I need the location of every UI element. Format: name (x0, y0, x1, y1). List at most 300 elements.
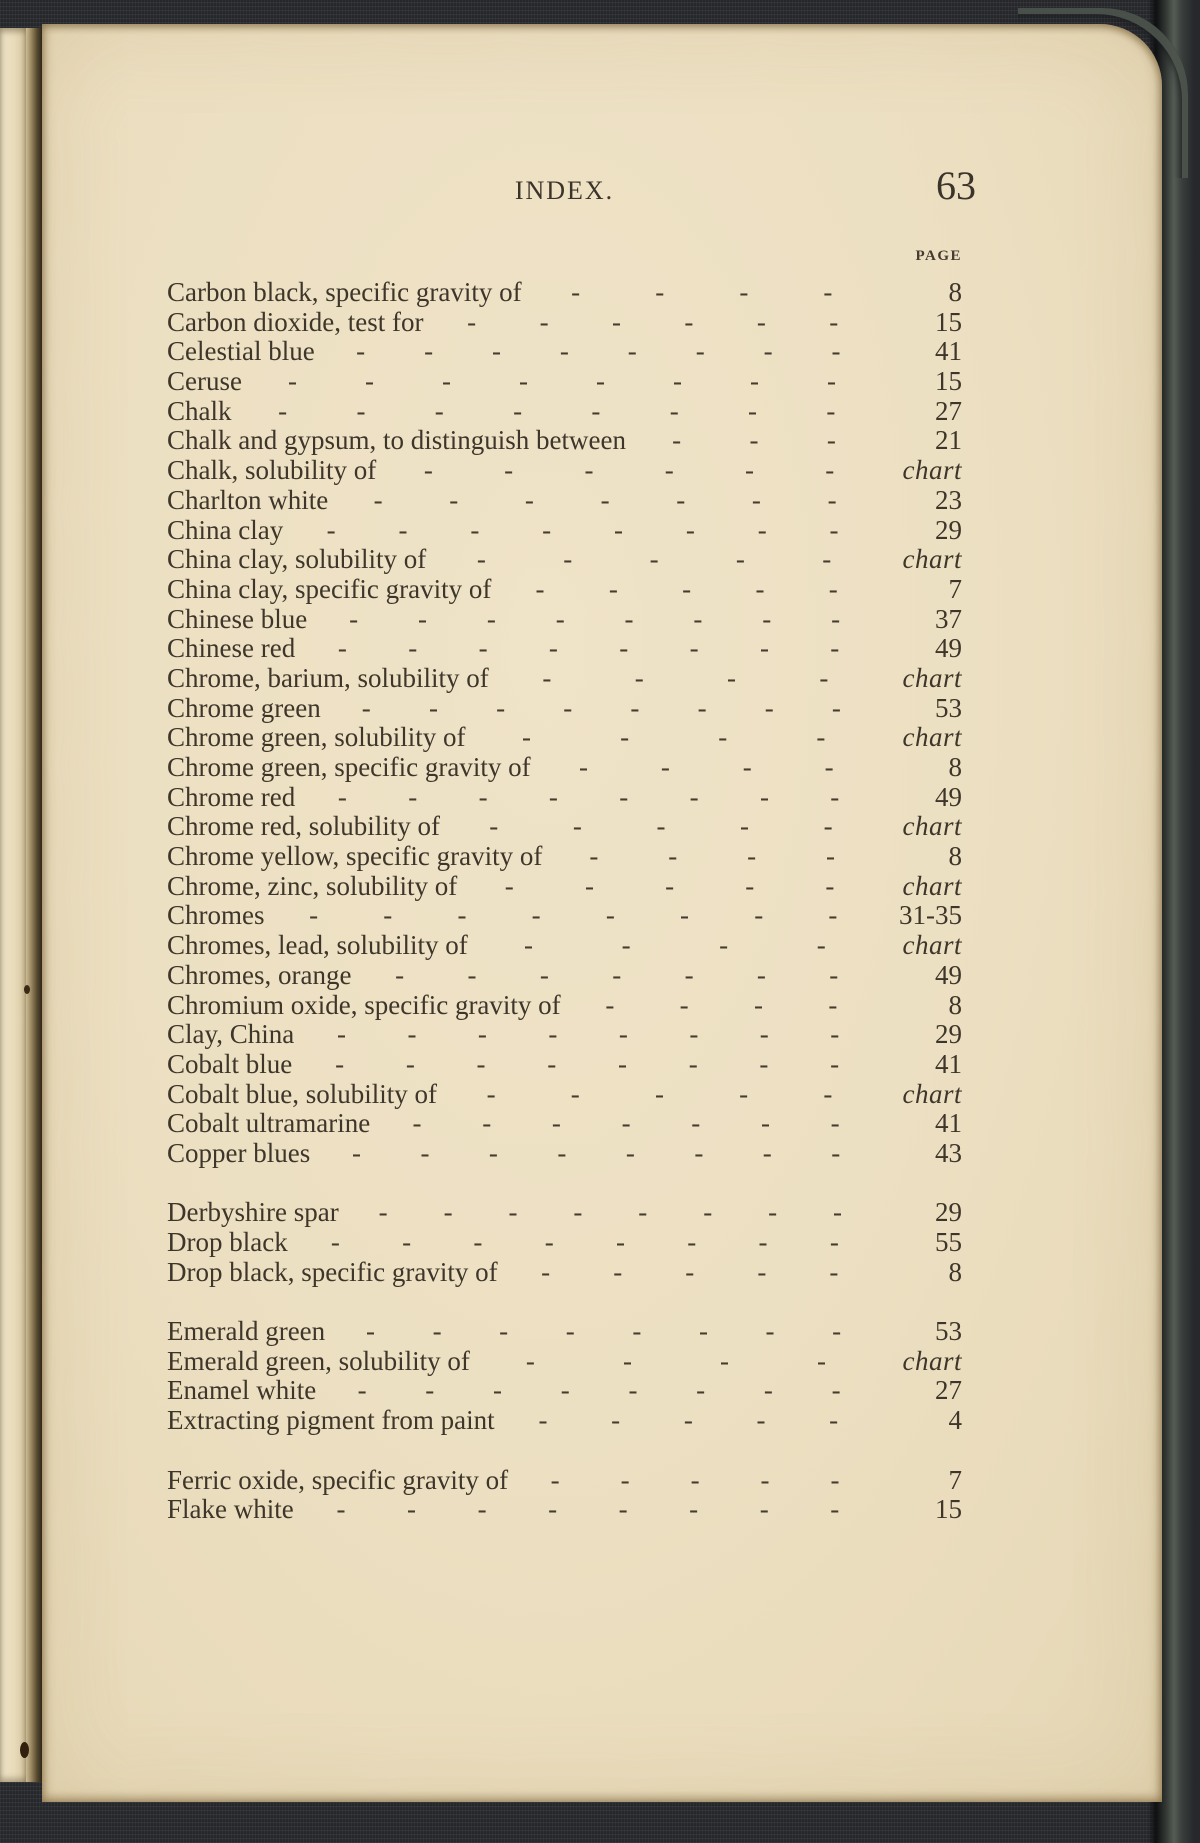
dash-leader (573, 991, 870, 1021)
leader-dash: - (819, 662, 829, 693)
leader-dash: - (356, 336, 366, 367)
leader-dash: - (760, 1108, 770, 1139)
leader-dash: - (691, 1108, 701, 1139)
entry-label: Cobalt blue, solubility of (167, 1078, 437, 1109)
leader-dash: - (467, 959, 477, 990)
entry-label: Chalk and gypsum, to distinguish between (167, 425, 626, 456)
dash-leader (510, 1258, 870, 1288)
leader-dash: - (579, 752, 589, 782)
leader-dash: - (826, 425, 836, 456)
leader-dash: - (672, 366, 682, 397)
index-entry (167, 278, 962, 308)
index-entry (167, 1376, 962, 1406)
leader-dash: - (684, 306, 694, 337)
entry-page-ref: 37 (935, 603, 962, 634)
dash-leader (322, 1139, 870, 1169)
index-entry (167, 1228, 962, 1258)
leader-dash: - (405, 1048, 415, 1079)
entry-label: Ferric oxide, specific gravity of (167, 1464, 509, 1495)
leader-dash: - (627, 336, 637, 367)
leader-dash: - (697, 692, 707, 723)
entry-page-ref: chart (902, 1078, 962, 1109)
leader-dash: - (423, 455, 433, 486)
leader-dash: - (685, 514, 695, 545)
leader-dash: - (829, 1256, 839, 1287)
leader-dash: - (649, 544, 659, 575)
leader-dash: - (816, 722, 826, 753)
dash-leader (480, 931, 870, 961)
index-entry (167, 308, 962, 338)
entry-label: Drop black, specific gravity of (167, 1256, 498, 1287)
leader-dash: - (735, 544, 745, 575)
leader-dash: - (757, 514, 767, 545)
leader-dash: - (742, 752, 752, 782)
leader-dash: - (756, 959, 766, 990)
leader-dash: - (524, 484, 534, 515)
leader-dash: - (833, 1197, 842, 1228)
index-entry (167, 516, 962, 546)
dash-leader (482, 1347, 870, 1377)
entry-page-ref: chart (902, 455, 962, 486)
leader-dash: - (757, 1256, 767, 1287)
leader-dash: - (831, 603, 841, 634)
leader-dash: - (531, 900, 541, 931)
index-entry (167, 1495, 962, 1525)
leader-dash: - (624, 603, 634, 634)
dash-leader (277, 901, 871, 931)
entry-page-ref: 15 (935, 1494, 962, 1525)
leader-dash: - (493, 1375, 502, 1406)
leader-dash: - (829, 1227, 839, 1257)
entry-label: Clay, China (167, 1019, 295, 1050)
entry-page-ref: 8 (948, 841, 962, 872)
leader-dash: - (619, 633, 629, 664)
entry-label: Chrome green, solubility of (167, 722, 466, 753)
leader-dash: - (591, 395, 601, 426)
leader-dash: - (441, 366, 451, 397)
entry-page-ref: 8 (948, 1256, 962, 1287)
leader-dash: - (694, 1137, 704, 1168)
leader-dash: - (457, 900, 467, 931)
leader-dash: - (749, 366, 759, 397)
index-entry (167, 931, 962, 961)
leader-dash: - (696, 1375, 706, 1406)
leader-dash: - (513, 395, 523, 426)
entry-page-ref: 49 (935, 781, 962, 812)
index-list (167, 278, 962, 1555)
leader-dash: - (335, 1048, 345, 1079)
leader-dash: - (756, 306, 766, 337)
entry-page-ref: chart (902, 870, 962, 901)
dash-leader (319, 605, 870, 635)
entry-label: Chrome green (167, 692, 321, 723)
leader-dash: - (758, 1227, 768, 1257)
leader-dash: - (828, 573, 838, 604)
entry-page-ref: 15 (935, 366, 962, 397)
leader-dash: - (830, 633, 840, 664)
leader-dash: - (656, 811, 666, 842)
index-entry (167, 1406, 962, 1436)
index-entry (167, 337, 962, 367)
leader-dash: - (559, 336, 569, 367)
entry-label: Chinese red (167, 633, 296, 664)
leader-dash: - (739, 1078, 749, 1109)
leader-dash: - (488, 1137, 498, 1168)
leader-dash: - (504, 455, 514, 486)
leader-dash: - (424, 336, 434, 367)
leader-dash: - (398, 514, 408, 545)
leader-dash: - (764, 692, 774, 723)
leader-dash: - (336, 1494, 346, 1525)
leader-dash: - (477, 1019, 487, 1050)
leader-dash: - (621, 930, 631, 961)
leader-dash: - (684, 959, 694, 990)
dash-leader (477, 723, 870, 753)
leader-dash: - (432, 1316, 442, 1347)
entry-label: Chalk, solubility of (167, 455, 377, 486)
entry-label: Extracting pigment from paint (167, 1405, 495, 1436)
leader-dash: - (595, 366, 605, 397)
leader-dash: - (412, 1108, 422, 1139)
leader-dash: - (525, 1345, 535, 1376)
leader-dash: - (828, 900, 838, 931)
index-entry (167, 1198, 962, 1228)
leader-dash: - (762, 1137, 772, 1168)
leader-dash: - (378, 1197, 388, 1228)
leader-dash: - (524, 930, 533, 961)
leader-dash: - (816, 930, 826, 961)
leader-dash: - (828, 989, 838, 1020)
leader-dash: - (550, 1464, 560, 1495)
leader-dash: - (727, 662, 737, 693)
leader-dash: - (615, 1227, 625, 1257)
dash-leader (328, 1376, 870, 1406)
page-header (167, 163, 976, 216)
index-entry (167, 901, 962, 931)
leader-dash: - (476, 544, 486, 575)
index-group (167, 1198, 962, 1287)
leader-dash: - (496, 692, 506, 723)
leader-dash: - (357, 1375, 367, 1406)
leader-dash: - (560, 1375, 570, 1406)
index-entry (167, 545, 962, 575)
index-entry (167, 1139, 962, 1169)
dash-leader (520, 1466, 870, 1496)
leader-dash: - (747, 841, 757, 872)
dash-leader (244, 397, 871, 427)
leader-dash: - (542, 514, 552, 545)
leader-dash: - (830, 1108, 840, 1139)
leader-dash: - (762, 603, 772, 634)
dash-leader (351, 1198, 870, 1228)
leader-dash: - (449, 484, 459, 515)
leader-dash: - (337, 633, 347, 664)
leader-dash: - (632, 1316, 642, 1347)
entry-label: Chinese blue (167, 603, 308, 634)
leader-dash: - (539, 959, 549, 990)
leader-dash: - (491, 336, 501, 367)
leader-dash: - (573, 1197, 583, 1228)
leader-dash: - (759, 633, 769, 664)
dash-leader (554, 842, 870, 872)
leader-dash: - (695, 336, 705, 367)
leader-dash: - (611, 1405, 621, 1436)
leader-dash: - (584, 455, 594, 486)
leader-dash: - (753, 989, 763, 1020)
entry-page-ref: 29 (935, 1197, 962, 1228)
leader-dash: - (683, 1405, 693, 1436)
leader-dash: - (570, 1078, 580, 1109)
leader-dash: - (383, 900, 393, 931)
leader-dash: - (361, 692, 371, 723)
entry-page-ref: chart (902, 811, 962, 842)
leader-dash: - (364, 366, 374, 397)
leader-dash: - (826, 366, 836, 397)
leader-dash: - (572, 811, 582, 842)
leader-dash: - (565, 1316, 575, 1347)
dash-leader (340, 486, 870, 516)
leader-dash: - (660, 752, 670, 782)
leader-dash: - (584, 870, 594, 901)
leader-dash: - (522, 722, 532, 753)
leader-dash: - (688, 1048, 698, 1079)
leader-dash: - (830, 1048, 840, 1079)
entry-page-ref: 43 (935, 1137, 962, 1168)
leader-dash: - (822, 544, 832, 575)
index-entry (167, 1466, 962, 1496)
leader-dash: - (830, 1019, 840, 1050)
entry-page-ref: 7 (948, 573, 962, 604)
book-page (42, 24, 1162, 1802)
leader-dash: - (748, 395, 758, 426)
leader-dash: - (718, 722, 728, 753)
leader-dash: - (638, 1197, 648, 1228)
leader-dash: - (739, 277, 749, 307)
entry-label: Cobalt blue (167, 1048, 293, 1079)
entry-page-ref: 4 (948, 1405, 962, 1436)
index-entry (167, 664, 962, 694)
leader-dash: - (830, 1464, 840, 1495)
dash-leader (469, 872, 870, 902)
dash-leader (382, 1109, 870, 1139)
leader-dash: - (614, 514, 624, 545)
leader-dash: - (351, 1137, 361, 1168)
entry-label: Chromes, orange (167, 959, 352, 990)
entry-page-ref: 7 (948, 1464, 962, 1495)
page-edges-left (0, 28, 26, 1782)
dash-leader (435, 308, 870, 338)
page-number: 63 (936, 163, 976, 208)
leader-dash: - (825, 455, 835, 486)
leader-dash: - (535, 573, 545, 604)
leader-dash: - (655, 277, 665, 307)
leader-dash: - (478, 633, 488, 664)
entry-page-ref: 49 (935, 633, 962, 664)
index-entry (167, 575, 962, 605)
leader-dash: - (829, 1405, 839, 1436)
leader-dash: - (665, 870, 675, 901)
leader-dash: - (395, 959, 405, 990)
leader-dash: - (504, 870, 514, 901)
entry-page-ref: 27 (935, 1375, 962, 1406)
entry-label: Carbon black, specific gravity of (167, 277, 522, 307)
entry-page-ref: chart (902, 662, 962, 693)
dash-leader (452, 812, 870, 842)
leader-dash: - (765, 1316, 775, 1347)
index-entry (167, 1020, 962, 1050)
leader-dash: - (759, 1048, 769, 1079)
dash-leader (300, 1228, 870, 1258)
entry-label: Flake white (167, 1494, 294, 1525)
dash-leader (543, 753, 870, 783)
index-entry (167, 397, 962, 427)
leader-dash: - (756, 1405, 766, 1436)
entry-page-ref: 41 (935, 1108, 962, 1139)
index-entry (167, 456, 962, 486)
leader-dash: - (755, 573, 765, 604)
leader-dash: - (443, 1197, 453, 1228)
index-entry (167, 961, 962, 991)
entry-page-ref: chart (902, 544, 962, 575)
leader-dash: - (470, 514, 480, 545)
leader-dash: - (831, 1375, 841, 1406)
leader-dash: - (541, 1256, 551, 1287)
entry-label: Emerald green, solubility of (167, 1345, 470, 1376)
leader-dash: - (547, 1048, 557, 1079)
leader-dash: - (745, 870, 755, 901)
dash-leader (503, 575, 870, 605)
leader-dash: - (689, 1494, 699, 1525)
dash-leader (254, 367, 870, 397)
leader-dash: - (555, 603, 565, 634)
entry-page-ref: 23 (935, 484, 962, 515)
dash-leader (507, 1406, 870, 1436)
dash-leader (304, 1050, 870, 1080)
leader-dash: - (664, 455, 674, 486)
leader-dash: - (499, 1316, 509, 1347)
leader-dash: - (278, 395, 288, 426)
index-entry (167, 605, 962, 635)
entry-page-ref: 55 (935, 1227, 962, 1257)
leader-dash: - (617, 1048, 627, 1079)
leader-dash: - (703, 1197, 713, 1228)
leader-dash: - (402, 1227, 412, 1257)
leader-dash: - (518, 366, 528, 397)
dash-leader (534, 278, 870, 308)
leader-dash: - (612, 306, 621, 337)
entry-label: Carbon dioxide, test for (167, 306, 424, 337)
leader-dash: - (831, 692, 841, 723)
leader-dash: - (326, 514, 336, 545)
leader-dash: - (654, 1078, 664, 1109)
leader-dash: - (668, 841, 678, 872)
entry-page-ref: 27 (935, 395, 962, 426)
leader-dash: - (608, 573, 618, 604)
leader-dash: - (680, 900, 690, 931)
entry-label: Chromes, lead, solubility of (167, 930, 468, 961)
index-entry (167, 1050, 962, 1080)
index-entry (167, 1347, 962, 1377)
leader-dash: - (477, 1494, 487, 1525)
entry-label: Chromium oxide, specific gravity of (167, 989, 561, 1020)
leader-dash: - (337, 781, 347, 812)
dash-leader (363, 961, 870, 991)
entry-label: Ceruse (167, 366, 242, 397)
entry-label: Copper blues (167, 1137, 311, 1168)
leader-dash: - (563, 544, 573, 575)
leader-dash: - (548, 781, 558, 812)
index-entry (167, 1258, 962, 1288)
index-entry (167, 426, 962, 456)
seam-speck (20, 1742, 29, 1758)
leader-dash: - (563, 692, 573, 723)
leader-dash: - (630, 692, 640, 723)
leader-dash: - (749, 425, 759, 456)
entry-label: Chrome, zinc, solubility of (167, 870, 458, 901)
leader-dash: - (356, 395, 366, 426)
leader-dash: - (689, 781, 699, 812)
dash-leader (449, 1080, 870, 1110)
dash-leader (438, 545, 870, 575)
entry-page-ref: 21 (935, 425, 962, 456)
entry-page-ref: 29 (935, 1019, 962, 1050)
leader-dash: - (759, 1019, 769, 1050)
leader-dash: - (605, 989, 615, 1020)
leader-dash: - (823, 811, 833, 842)
dash-leader (337, 1317, 870, 1347)
index-entry (167, 812, 962, 842)
leader-dash: - (823, 277, 833, 307)
leader-dash: - (832, 1316, 842, 1347)
leader-dash: - (618, 1494, 628, 1525)
entry-page-ref: 8 (948, 277, 962, 307)
leader-dash: - (827, 484, 837, 515)
leader-dash: - (830, 781, 840, 812)
index-entry (167, 872, 962, 902)
entry-page-ref: 29 (935, 514, 962, 545)
entry-label: Chromes (167, 900, 265, 931)
leader-dash: - (829, 306, 839, 337)
leader-dash: - (829, 514, 839, 545)
entry-page-ref: 41 (935, 1048, 962, 1079)
leader-dash: - (407, 1494, 417, 1525)
leader-dash: - (425, 1375, 435, 1406)
leader-dash: - (698, 1316, 708, 1347)
leader-dash: - (287, 366, 297, 397)
index-entry (167, 367, 962, 397)
leader-dash: - (330, 1227, 340, 1257)
page-edge-seam (26, 28, 42, 1782)
leader-dash: - (768, 1197, 778, 1228)
leader-dash: - (373, 484, 383, 515)
dash-leader (307, 634, 870, 664)
entry-page-ref: 53 (935, 692, 962, 723)
leader-dash: - (690, 1464, 700, 1495)
leader-dash: - (309, 900, 319, 931)
leader-dash: - (745, 455, 755, 486)
leader-dash: - (719, 1345, 729, 1376)
leader-dash: - (679, 989, 689, 1020)
index-entry (167, 723, 962, 753)
entry-label: China clay, specific gravity of (167, 573, 492, 604)
leader-dash: - (621, 1108, 631, 1139)
seam-speck (24, 985, 30, 994)
entry-label: Charlton white (167, 484, 329, 515)
index-group (167, 1466, 962, 1525)
leader-dash: - (571, 277, 581, 307)
dash-leader (333, 694, 870, 724)
index-group (167, 1317, 962, 1436)
